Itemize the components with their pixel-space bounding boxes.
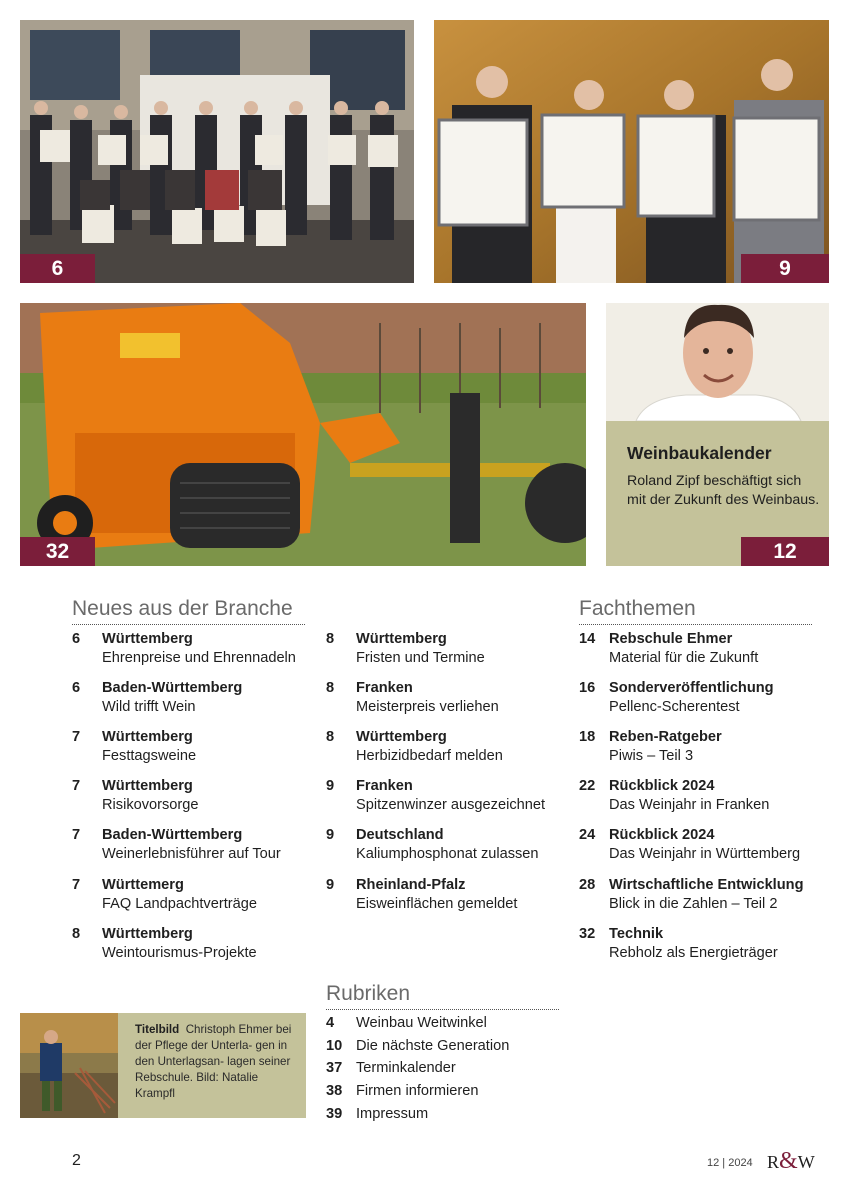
toc-region: Franken: [356, 680, 413, 696]
toc-page-number: 32: [579, 926, 596, 942]
toc-region: Rheinland-Pfalz: [356, 877, 466, 893]
rubrik-page-number: 38: [326, 1083, 343, 1099]
toc-region: Rückblick 2024: [609, 827, 715, 843]
toc-region: Württemberg: [102, 631, 193, 647]
photo-award-group: [20, 20, 414, 283]
toc-page-number: 22: [579, 778, 596, 794]
toc-topic: Kaliumphosphonat zulassen: [356, 846, 539, 862]
toc-topic: Pellenc-Scherentest: [609, 699, 740, 715]
issue-number: 12 | 2024: [707, 1157, 753, 1169]
toc-region: Sonderveröffentlichung: [609, 680, 774, 696]
toc-region: Baden-Württemberg: [102, 827, 243, 843]
toc-topic: Risikovorsorge: [102, 797, 199, 813]
toc-region: Württemberg: [102, 729, 193, 745]
page-badge-32[interactable]: 32: [20, 537, 95, 566]
toc-topic: Herbizidbedarf melden: [356, 748, 503, 764]
toc-page-number: 7: [72, 729, 81, 745]
toc-region: Deutschland: [356, 827, 444, 843]
toc-page-number: 6: [72, 680, 81, 696]
rubrik-page-number: 37: [326, 1060, 343, 1076]
page-number: 2: [72, 1152, 81, 1169]
heading-neues-aus-der-branche: Neues aus der Branche: [72, 597, 305, 625]
photo-vineyard-machine: [20, 303, 586, 566]
logo-letter-w: W: [797, 1152, 815, 1172]
toc-topic: Fristen und Termine: [356, 650, 485, 666]
toc-topic: Spitzenwinzer ausgezeichnet: [356, 797, 546, 813]
toc-region: Württemberg: [356, 729, 447, 745]
toc-page-number: 16: [579, 680, 596, 696]
logo-ampersand: &: [779, 1148, 798, 1174]
toc-page-number: 8: [326, 729, 335, 745]
toc-topic: Piwis – Teil 3: [609, 748, 694, 764]
publication-logo[interactable]: [767, 1148, 815, 1175]
toc-topic: Blick in die Zahlen – Teil 2: [609, 896, 778, 912]
cover-caption-text: Christoph Ehmer bei der Pflege der Unterla- gen in den Unterlagsan- lagen seiner Rebschule. Bild: Natalie Krampfl: [135, 1023, 292, 1100]
toc-region: Wirtschaftliche Entwicklung: [609, 877, 804, 893]
toc-page-number: 8: [326, 680, 335, 696]
rubrik-label: Firmen informieren: [356, 1083, 479, 1099]
toc-topic: Wild trifft Wein: [102, 699, 196, 715]
toc-topic: FAQ Landpachtverträge: [102, 896, 257, 912]
toc-page-number: 18: [579, 729, 596, 745]
toc-region: Franken: [356, 778, 413, 794]
toc-topic: Rebholz als Energieträger: [609, 945, 778, 961]
feature-description: Roland Zipf beschäftigt sich mit der Zukunft des Weinbaus.: [627, 473, 820, 508]
toc-region: Württemberg: [102, 778, 193, 794]
toc-region: Technik: [609, 926, 664, 942]
cover-caption-label: Titelbild: [135, 1023, 180, 1036]
page-badge-6[interactable]: 6: [20, 254, 95, 283]
rubrik-page-number: 10: [326, 1038, 343, 1054]
heading-rubriken: Rubriken: [326, 982, 559, 1010]
page-badge-12[interactable]: 12: [741, 537, 829, 566]
rubrik-label: Terminkalender: [356, 1060, 456, 1076]
toc-page-number: 14: [579, 631, 596, 647]
toc-region: Württemberg: [356, 631, 447, 647]
toc-page-number: 7: [72, 877, 81, 893]
toc-topic: Das Weinjahr in Württemberg: [609, 846, 801, 862]
logo-letter-r: R: [767, 1152, 780, 1172]
toc-topic: Festtagsweine: [102, 748, 197, 764]
toc-region: Reben-Ratgeber: [609, 729, 722, 745]
toc-topic: Ehrenpreise und Ehrennadeln: [102, 650, 296, 666]
toc-region: Rebschule Ehmer: [609, 631, 733, 647]
toc-page-number: 28: [579, 877, 596, 893]
toc-page-number: 9: [326, 778, 335, 794]
toc-region: Baden-Württemberg: [102, 680, 243, 696]
toc-page-number: 7: [72, 778, 81, 794]
toc-page-number: 6: [72, 631, 81, 647]
rubrik-label: Impressum: [356, 1106, 429, 1122]
page-badge-9[interactable]: 9: [741, 254, 829, 283]
toc-topic: Meisterpreis verliehen: [356, 699, 499, 715]
toc-page-number: 8: [72, 926, 81, 942]
toc-topic: Weintourismus-Projekte: [102, 945, 257, 961]
portrait-photo: [606, 303, 829, 421]
photo-certificate-winners: [434, 20, 829, 283]
rubrik-label: Weinbau Weitwinkel: [356, 1015, 487, 1031]
toc-topic: Material für die Zukunft: [609, 650, 759, 666]
toc-page-number: 7: [72, 827, 81, 843]
toc-topic: Weinerlebnisführer auf Tour: [102, 846, 281, 862]
rubrik-page-number: 39: [326, 1106, 343, 1122]
toc-region: Rückblick 2024: [609, 778, 715, 794]
rubrik-page-number: 4: [326, 1015, 335, 1031]
cover-caption: [135, 1022, 295, 1102]
toc-page-number: 9: [326, 877, 335, 893]
heading-fachthemen: Fachthemen: [579, 597, 812, 625]
toc-region: Württemberg: [102, 926, 193, 942]
toc-page-number: 8: [326, 631, 335, 647]
feature-title[interactable]: Weinbaukalender: [627, 443, 772, 463]
toc-page-number: 9: [326, 827, 335, 843]
toc-topic: Das Weinjahr in Franken: [609, 797, 770, 813]
toc-region: Württemerg: [102, 877, 184, 893]
cover-thumbnail: [20, 1013, 118, 1118]
cover-image-info: [20, 1013, 306, 1118]
toc-topic: Eisweinflächen gemeldet: [356, 896, 518, 912]
rubrik-label: Die nächste Generation: [356, 1038, 510, 1054]
toc-page-number: 24: [579, 827, 596, 843]
